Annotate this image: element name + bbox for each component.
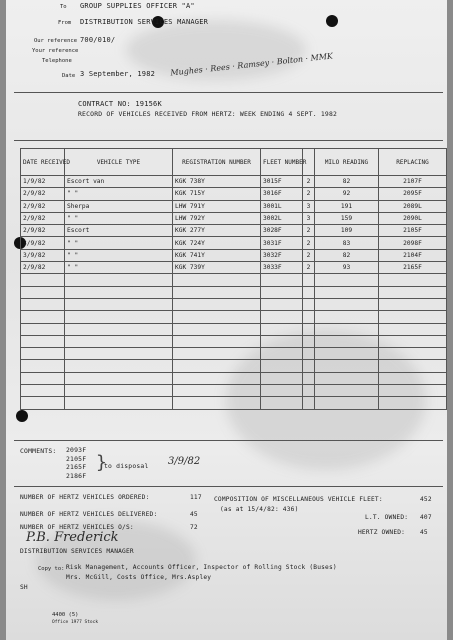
form-subtext: Office 1977 Stock [52, 620, 99, 625]
empty-cell [65, 397, 173, 409]
empty-cell [173, 286, 261, 298]
empty-cell [261, 286, 303, 298]
empty-cell [315, 397, 379, 409]
comments-divider [14, 440, 443, 441]
copy-to-label: Copy to: [38, 566, 65, 572]
cell-marker: 3 [303, 200, 315, 212]
cell-registration: KGK 739Y [173, 262, 261, 274]
handwritten-routing: Mughes · Rees · Ramsey · Bolton · MMK [169, 51, 334, 78]
table-row [21, 188, 447, 200]
empty-cell [21, 397, 65, 409]
empty-cell [379, 323, 447, 335]
typist-initials: SH [20, 584, 28, 591]
cell-date: 1/9/82 [21, 176, 65, 188]
table-row-empty [21, 286, 447, 298]
empty-cell [65, 298, 173, 310]
empty-cell [261, 372, 303, 384]
header-divider [14, 92, 443, 93]
copy-to-line1: Risk Management, Accounts Officer, Inspector of Rolling Stock (Buses) [66, 564, 337, 571]
empty-cell [65, 385, 173, 397]
empty-cell [261, 323, 303, 335]
empty-cell [261, 385, 303, 397]
empty-cell [173, 335, 261, 347]
composition-label: COMPOSITION OF MISCELLANEOUS VEHICLE FLEET: [214, 496, 383, 503]
comment-line: 2105F [66, 454, 87, 463]
empty-cell [173, 323, 261, 335]
empty-cell [303, 385, 315, 397]
empty-cell [303, 397, 315, 409]
empty-cell [173, 311, 261, 323]
empty-cell [261, 360, 303, 372]
cell-registration: KGK 738Y [173, 176, 261, 188]
empty-cell [21, 298, 65, 310]
col-header-date: DATE RECEIVED [21, 149, 65, 176]
cell-replacing: 2165F [379, 262, 447, 274]
table-row-empty [21, 311, 447, 323]
date-label: Date [62, 73, 76, 79]
cell-vehicle-type: Escort van [65, 176, 173, 188]
cell-registration: KGK 715Y [173, 188, 261, 200]
cell-fleet-number: 3028F [261, 225, 303, 237]
empty-cell [303, 311, 315, 323]
cell-vehicle-type: " " [65, 188, 173, 200]
empty-cell [173, 385, 261, 397]
lt-owned-value: 407 [420, 514, 432, 521]
delivered-value: 45 [190, 511, 198, 518]
table-row [21, 212, 447, 224]
table-row-empty [21, 335, 447, 347]
cell-replacing: 2104F [379, 249, 447, 261]
empty-cell [379, 274, 447, 286]
signature: P.B. Frederick [26, 530, 119, 545]
cell-fleet-number: 3002L [261, 212, 303, 224]
table-header-row [21, 149, 447, 176]
empty-cell [379, 385, 447, 397]
empty-cell [173, 397, 261, 409]
cell-milo-reading: 191 [315, 200, 379, 212]
comments-note-date: 3/9/82 [168, 456, 201, 467]
copy-to-line2: Mrs. McGill, Costs Office, Mrs.Aspley [66, 574, 212, 581]
cell-date: 3/9/82 [21, 249, 65, 261]
empty-cell [315, 348, 379, 360]
section-divider [14, 140, 443, 141]
empty-cell [303, 372, 315, 384]
table-row-empty [21, 360, 447, 372]
empty-cell [379, 397, 447, 409]
empty-cell [303, 360, 315, 372]
empty-cell [65, 286, 173, 298]
vehicle-log-table [20, 148, 447, 410]
cell-vehicle-type: " " [65, 212, 173, 224]
cell-fleet-number: 3033F [261, 262, 303, 274]
table-row-empty [21, 274, 447, 286]
cell-date: 2/9/82 [21, 200, 65, 212]
cell-replacing: 2098F [379, 237, 447, 249]
cell-replacing: 2107F [379, 176, 447, 188]
lt-owned-label: L.T. OWNED: [365, 514, 409, 521]
cell-fleet-number: 3016F [261, 188, 303, 200]
empty-cell [315, 335, 379, 347]
empty-cell [303, 335, 315, 347]
cell-vehicle-type: Sherpa [65, 200, 173, 212]
table-row [21, 200, 447, 212]
cell-milo-reading: 109 [315, 225, 379, 237]
table-row-empty [21, 323, 447, 335]
empty-cell [303, 298, 315, 310]
empty-cell [303, 348, 315, 360]
empty-cell [315, 298, 379, 310]
empty-cell [21, 360, 65, 372]
hertz-owned-value: 45 [420, 529, 428, 536]
punch-hole [16, 410, 28, 422]
cell-registration: KGK 277Y [173, 225, 261, 237]
empty-cell [315, 385, 379, 397]
empty-cell [379, 311, 447, 323]
from-label: From [58, 20, 72, 26]
empty-cell [21, 286, 65, 298]
outstanding-label: NUMBER OF HERTZ VEHICLES O/S: [20, 524, 134, 531]
cell-replacing: 2090L [379, 212, 447, 224]
cell-registration: LHW 791Y [173, 200, 261, 212]
comments-label: COMMENTS: [20, 447, 57, 455]
empty-cell [21, 335, 65, 347]
empty-cell [261, 298, 303, 310]
empty-cell [173, 348, 261, 360]
cell-fleet-number: 3031F [261, 237, 303, 249]
empty-cell [315, 286, 379, 298]
empty-cell [315, 274, 379, 286]
col-header-vehicle-type: VEHICLE TYPE [65, 149, 173, 176]
your-reference-label: Your reference [32, 48, 79, 54]
cell-marker: 3 [303, 212, 315, 224]
from-value: DISTRIBUTION SERVICES MANAGER [80, 18, 209, 26]
table-row [21, 249, 447, 261]
empty-cell [261, 397, 303, 409]
empty-cell [21, 385, 65, 397]
date-value: 3 September, 1982 [80, 70, 156, 78]
cell-replacing: 2089L [379, 200, 447, 212]
cell-vehicle-type: " " [65, 237, 173, 249]
table-row [21, 176, 447, 188]
to-value: GROUP SUPPLIES OFFICER "A" [80, 2, 195, 10]
empty-cell [303, 323, 315, 335]
cell-registration: LHW 792Y [173, 212, 261, 224]
empty-cell [21, 311, 65, 323]
to-label: To [60, 4, 67, 10]
empty-cell [379, 335, 447, 347]
composition-as-at: (as at 15/4/82: 436) [220, 506, 299, 513]
empty-cell [261, 335, 303, 347]
totals-divider [14, 486, 443, 487]
empty-cell [379, 298, 447, 310]
table-body [21, 176, 447, 410]
ordered-label: NUMBER OF HERTZ VEHICLES ORDERED: [20, 494, 150, 501]
table-row-empty [21, 397, 447, 409]
cell-replacing: 2105F [379, 225, 447, 237]
empty-cell [65, 311, 173, 323]
cell-marker: 2 [303, 249, 315, 261]
cell-date: 3/9/82 [21, 237, 65, 249]
signatory-title: DISTRIBUTION SERVICES MANAGER [20, 548, 134, 555]
table-row-empty [21, 348, 447, 360]
empty-cell [379, 372, 447, 384]
cell-marker: 2 [303, 188, 315, 200]
cell-replacing: 2095F [379, 188, 447, 200]
empty-cell [315, 360, 379, 372]
empty-cell [65, 274, 173, 286]
cell-fleet-number: 3032F [261, 249, 303, 261]
empty-cell [173, 360, 261, 372]
empty-cell [303, 286, 315, 298]
cell-date: 2/9/82 [21, 225, 65, 237]
cell-milo-reading: 92 [315, 188, 379, 200]
record-title: RECORD OF VEHICLES RECEIVED FROM HERTZ: WEEK ENDING 4 SEPT. 1982 [78, 110, 338, 118]
our-reference-label: Our reference [34, 38, 78, 44]
empty-cell [173, 298, 261, 310]
cell-date: 2/9/82 [21, 188, 65, 200]
cell-marker: 2 [303, 176, 315, 188]
cell-milo-reading: 159 [315, 212, 379, 224]
empty-cell [65, 360, 173, 372]
comments-list [66, 446, 86, 480]
empty-cell [261, 274, 303, 286]
table-row [21, 225, 447, 237]
table-row-empty [21, 385, 447, 397]
table-row-empty [21, 372, 447, 384]
empty-cell [303, 274, 315, 286]
cell-registration: KGK 724Y [173, 237, 261, 249]
our-reference-value: 700/010/ [80, 36, 116, 44]
punch-hole [326, 15, 338, 27]
empty-cell [21, 274, 65, 286]
cell-marker: 2 [303, 225, 315, 237]
hertz-owned-label: HERTZ OWNED: [358, 529, 406, 536]
empty-cell [379, 348, 447, 360]
empty-cell [65, 323, 173, 335]
cell-marker: 2 [303, 262, 315, 274]
cell-fleet-number: 3001L [261, 200, 303, 212]
cell-milo-reading: 93 [315, 262, 379, 274]
empty-cell [173, 372, 261, 384]
empty-cell [315, 372, 379, 384]
bracket-mark: } [96, 452, 107, 473]
cell-date: 2/9/82 [21, 212, 65, 224]
empty-cell [65, 372, 173, 384]
comment-line: 2186F [66, 471, 87, 480]
col-header-milo: MILO READING [315, 149, 379, 176]
cell-vehicle-type: Escort [65, 225, 173, 237]
cell-vehicle-type: " " [65, 249, 173, 261]
empty-cell [315, 311, 379, 323]
delivered-label: NUMBER OF HERTZ VEHICLES DELIVERED: [20, 511, 158, 518]
outstanding-value: 72 [190, 524, 198, 531]
cell-milo-reading: 82 [315, 249, 379, 261]
empty-cell [379, 286, 447, 298]
cell-date: 2/9/82 [21, 262, 65, 274]
empty-cell [21, 323, 65, 335]
empty-cell [261, 311, 303, 323]
empty-cell [379, 360, 447, 372]
cell-milo-reading: 82 [315, 176, 379, 188]
cell-marker: 2 [303, 237, 315, 249]
col-header-replacing: REPLACING [379, 149, 447, 176]
empty-cell [315, 323, 379, 335]
comment-line: 2093F [66, 446, 87, 454]
cell-milo-reading: 83 [315, 237, 379, 249]
contract-number: CONTRACT NO: 19156K [78, 100, 162, 108]
empty-cell [21, 348, 65, 360]
empty-cell [261, 348, 303, 360]
comment-line: 2165F [66, 463, 87, 471]
table-row [21, 262, 447, 274]
table-row-empty [21, 298, 447, 310]
telephone-label: Telephone [42, 58, 72, 64]
form-number: 4400 (5) [52, 612, 79, 618]
table-row [21, 237, 447, 249]
col-header-registration: REGISTRATION NUMBER [173, 149, 261, 176]
cell-vehicle-type: " " [65, 262, 173, 274]
empty-cell [173, 274, 261, 286]
empty-cell [65, 348, 173, 360]
empty-cell [21, 372, 65, 384]
ordered-value: 117 [190, 494, 202, 501]
cell-fleet-number: 3015F [261, 176, 303, 188]
col-header-fleet: FLEET NUMBER [261, 149, 303, 176]
composition-value: 452 [420, 496, 432, 503]
comments-note: to disposal [104, 462, 149, 470]
cell-registration: KGK 741Y [173, 249, 261, 261]
empty-cell [65, 335, 173, 347]
